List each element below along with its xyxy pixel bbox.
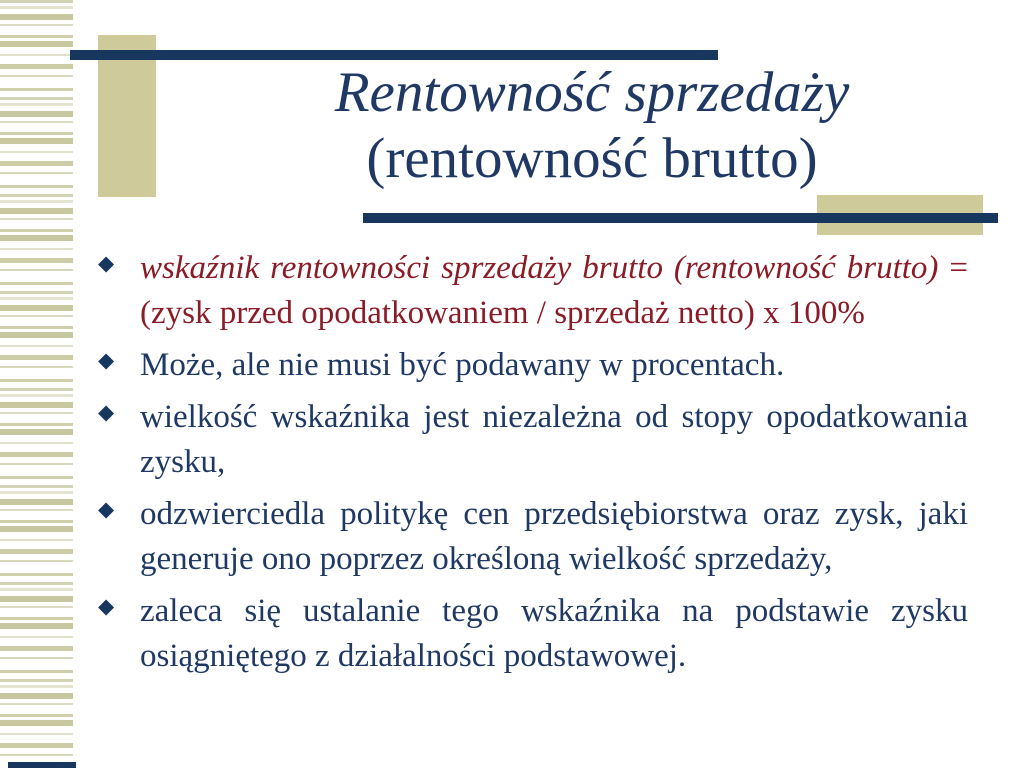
bullet-item-percent-note <box>96 343 968 388</box>
bullet-item-tax-independence <box>96 395 968 485</box>
title-underline-bar <box>363 213 998 223</box>
bottom-accent-bar <box>8 762 76 768</box>
formula-italic-text: wskaźnik rentowności sprzedaży brutto (rentowność brutto) <box>140 250 939 286</box>
diamond-bullet-icon: ◆ <box>98 594 115 618</box>
top-divider-bar <box>70 50 718 60</box>
title-line-2: (rentowność brutto) <box>366 127 818 190</box>
slide-title <box>180 60 1004 192</box>
bullet-text: zaleca się ustalanie tego wskaźnika na podstawie zysku osiągniętego z działalności podstawowej. <box>140 593 968 674</box>
diamond-bullet-icon: ◆ <box>98 251 115 275</box>
formula-rest-text: = (zysk przed opodatkowaniem / sprzedaż netto) x 100% <box>140 250 968 331</box>
bullet-item-price-policy <box>96 492 968 582</box>
left-stripes-decoration <box>0 0 73 756</box>
bullet-list <box>96 246 968 686</box>
bullet-text: Może, ale nie musi być podawany w procentach. <box>140 347 785 383</box>
title-line-1: Rentowność sprzedaży <box>334 61 850 124</box>
bullet-text: odzwierciedla politykę cen przedsiębiorstwa oraz zysk, jaki generuje ono poprzez określoną wielkość sprzedaży, <box>140 496 968 577</box>
bullet-text: wielkość wskaźnika jest niezależna od stopy opodatkowania zysku, <box>140 399 968 480</box>
diamond-bullet-icon: ◆ <box>98 400 115 424</box>
bullet-item-formula <box>96 246 968 336</box>
bullet-item-recommendation <box>96 589 968 679</box>
diamond-bullet-icon: ◆ <box>98 497 115 521</box>
diamond-bullet-icon: ◆ <box>98 348 115 372</box>
